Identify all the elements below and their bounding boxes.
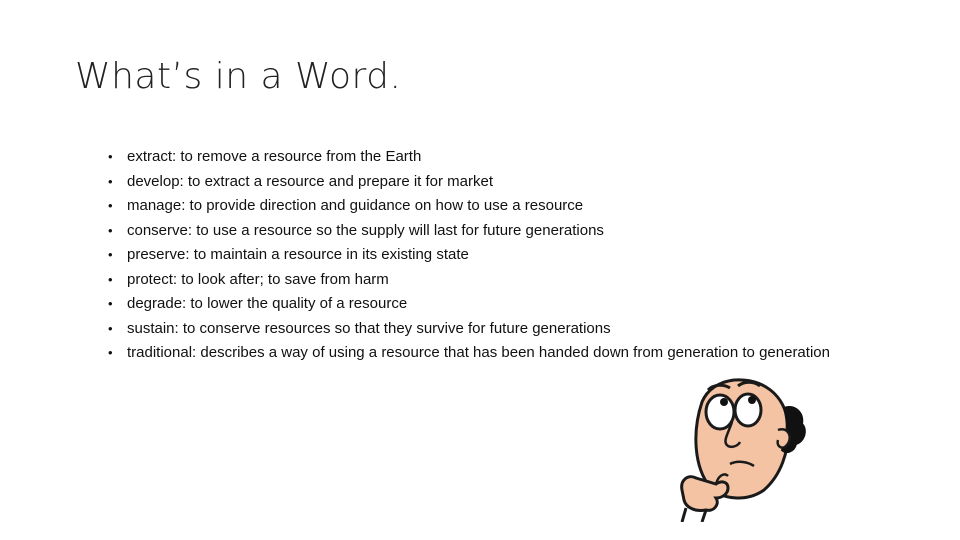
left-eye (706, 395, 734, 429)
definition: to maintain a resource in its existing state (189, 246, 469, 263)
definition: to provide direction and guidance on how to use a resource (185, 197, 584, 214)
left-pupil (720, 398, 728, 406)
list-item (108, 196, 838, 216)
definition: to extract a resource and prepare it for market (183, 172, 494, 190)
list-item (108, 221, 838, 241)
bullet: • (108, 173, 113, 189)
list-item (108, 270, 838, 290)
bullet: • (108, 222, 113, 238)
ear (778, 429, 790, 447)
term: conserve: (127, 221, 193, 239)
definition: to lower the quality of a resource (186, 295, 408, 312)
definition: to remove a resource from the Earth (176, 148, 422, 165)
list-item (108, 319, 838, 339)
right-pupil (748, 396, 756, 404)
term: sustain: (127, 319, 179, 337)
bullet: • (108, 296, 113, 311)
list-item (108, 245, 838, 265)
term: degrade: (127, 295, 187, 312)
bullet: • (108, 345, 113, 360)
definition: to look after; to save from harm (177, 270, 389, 288)
list-item (108, 172, 838, 192)
thinking-man-icon (672, 372, 812, 522)
term: preserve: (127, 246, 190, 263)
term: protect: (127, 270, 178, 288)
list-item (108, 294, 838, 314)
slide-title: What’s in a Word. (75, 56, 402, 97)
hand (682, 477, 728, 511)
bullet: • (108, 198, 113, 213)
vocabulary-list (108, 147, 838, 368)
list-item (108, 343, 838, 363)
bullet: • (108, 149, 113, 164)
list-item (108, 147, 838, 167)
term: develop: (127, 172, 184, 190)
term: traditional: (127, 344, 197, 361)
definition: to use a resource so the supply will last for future generations (192, 221, 604, 239)
right-eye (735, 394, 761, 426)
term: extract: (127, 148, 177, 165)
definition: to conserve resources so that they survive for future generations (178, 319, 611, 337)
bullet: • (108, 247, 113, 262)
definition: describes a way of using a resource that has been handed down from generation to generation (196, 344, 830, 361)
bullet: • (108, 320, 113, 336)
term: manage: (127, 197, 186, 214)
bullet: • (108, 271, 113, 287)
